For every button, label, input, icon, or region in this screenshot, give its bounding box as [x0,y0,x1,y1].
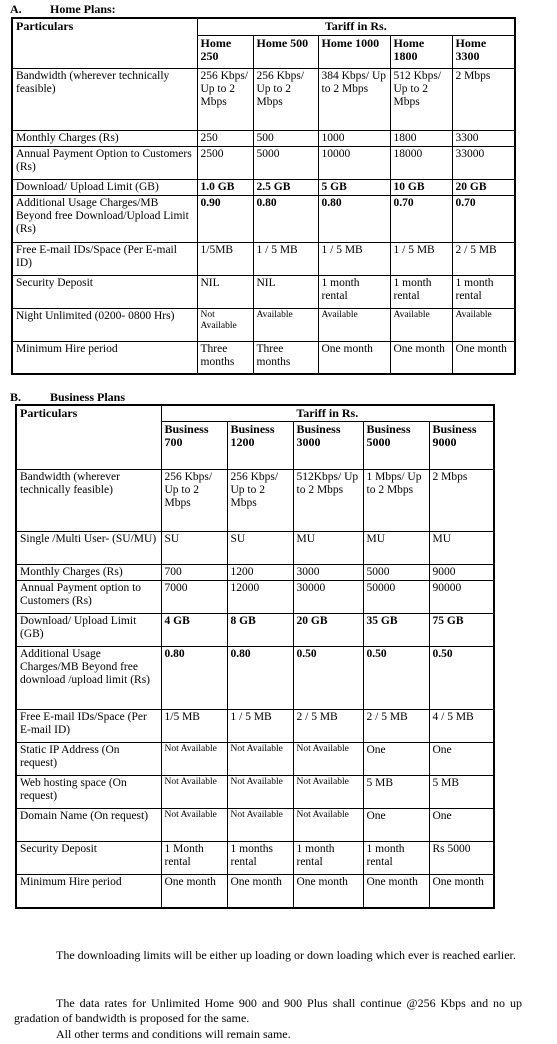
business-row-value: Not Available [161,743,227,776]
home-row-value: 1/5MB [197,242,253,275]
business-table-row [16,532,494,565]
home-row-value: 1 month rental [452,275,515,308]
business-row-value: 256 Kbps/ Up to 2 Mbps [161,470,227,532]
business-row-value: 1 Month rental [161,842,227,875]
note-data-rates [14,996,522,1026]
home-row-label: Bandwidth (wherever technically feasible) [12,68,197,130]
business-row-value: 2 Mbps [429,470,494,532]
business-table-row [16,470,494,532]
business-row-value: One month [161,875,227,908]
business-table-row [16,581,494,614]
business-row-value: 0.80 [227,647,293,710]
business-row-value: Not Available [161,776,227,809]
home-row-value: 2.5 GB [253,179,318,195]
home-row-value: 1 month rental [318,275,390,308]
home-row-value: 1.0 GB [197,179,253,195]
home-row-value: 5000 [253,146,318,179]
home-row-value: 512 Kbps/ Up to 2 Mbps [390,68,452,130]
note-data-rates-text: The data rates for Unlimited Home 900 and 900 Plus shall continue @256 Kbps and no up gradation of bandwidth is proposed for the same. [14,996,522,1025]
business-row-label: Download/ Upload Limit (GB) [16,614,161,647]
home-row-value: 2 Mbps [452,68,515,130]
business-table-row [16,710,494,743]
business-row-value: One month [363,875,429,908]
business-row-value: MU [293,532,363,565]
home-row-value: 0.70 [390,195,452,242]
business-row-label: Security Deposit [16,842,161,875]
business-row-value: SU [161,532,227,565]
business-row-value: 1200 [227,565,293,581]
business-plan-header: Business 9000 [429,422,494,470]
business-row-value: 1 / 5 MB [227,710,293,743]
business-row-value: 4 / 5 MB [429,710,494,743]
business-row-value: 8 GB [227,614,293,647]
business-row-value: Not Available [227,776,293,809]
business-row-label: Web hosting space (On request) [16,776,161,809]
business-plans-table [15,404,495,909]
business-plan-header: Business 1200 [227,422,293,470]
home-row-value: 1 / 5 MB [253,242,318,275]
home-plan-header: Home 1000 [318,35,390,68]
business-plans-heading [10,390,125,404]
note-other-terms: All other terms and conditions will remain same. [56,1027,291,1041]
home-row-label: Download/ Upload Limit (GB) [12,179,197,195]
home-row-value: 10 GB [390,179,452,195]
business-row-label: Monthly Charges (Rs) [16,565,161,581]
home-plans-table [11,17,516,375]
home-plans-letter: A. [10,2,22,16]
business-row-value: 5000 [363,565,429,581]
home-table-row [12,130,515,146]
business-row-value: 4 GB [161,614,227,647]
home-row-value: 3300 [452,130,515,146]
business-table-row [16,809,494,842]
home-row-value: 33000 [452,146,515,179]
home-row-value: Not Available [197,308,253,341]
business-table-row [16,565,494,581]
business-row-label: Annual Payment option to Customers (Rs) [16,581,161,614]
business-row-value: SU [227,532,293,565]
business-row-label: Free E-mail IDs/Space (Per E-mail ID) [16,710,161,743]
home-table-row [12,179,515,195]
business-row-label: Single /Multi User- (SU/MU) [16,532,161,565]
business-row-value: 700 [161,565,227,581]
home-row-value: Available [318,308,390,341]
business-row-value: One [363,809,429,842]
home-row-value: 1800 [390,130,452,146]
business-row-label: Bandwidth (wherever technically feasible) [16,470,161,532]
home-row-value: Available [452,308,515,341]
business-row-label: Additional Usage Charges/MB Beyond free download /upload limit (Rs) [16,647,161,710]
home-row-value: 18000 [390,146,452,179]
business-row-value: 0.50 [429,647,494,710]
business-plan-header: Business 3000 [293,422,363,470]
home-row-value: 0.70 [452,195,515,242]
home-table-row [12,242,515,275]
business-table-row [16,743,494,776]
business-table-row [16,875,494,908]
business-row-value: 1/5 MB [161,710,227,743]
home-row-value: 1 month rental [390,275,452,308]
business-row-value: Not Available [227,809,293,842]
home-row-value: 1 / 5 MB [318,242,390,275]
home-table-row [12,195,515,242]
business-row-value: One month [227,875,293,908]
business-row-value: 35 GB [363,614,429,647]
home-row-label: Security Deposit [12,275,197,308]
business-row-value: Not Available [293,743,363,776]
home-particulars-header: Particulars [12,18,197,68]
business-table-row [16,647,494,710]
home-row-value: 5 GB [318,179,390,195]
home-row-value: Available [253,308,318,341]
business-row-value: 50000 [363,581,429,614]
home-table-row [12,68,515,130]
home-row-value: 10000 [318,146,390,179]
home-row-label: Minimum Hire period [12,341,197,374]
business-plans-title: Business Plans [50,390,126,404]
home-row-value: Three months [197,341,253,374]
business-plan-header: Business 700 [161,422,227,470]
business-row-value: 1 Mbps/ Up to 2 Mbps [363,470,429,532]
home-row-value: 250 [197,130,253,146]
note-download-limits [14,948,522,963]
business-row-value: MU [363,532,429,565]
home-row-value: One month [452,341,515,374]
business-row-value: 9000 [429,565,494,581]
business-row-value: 2 / 5 MB [363,710,429,743]
business-row-value: 12000 [227,581,293,614]
business-row-value: 20 GB [293,614,363,647]
home-row-value: Three months [253,341,318,374]
business-row-value: Not Available [293,809,363,842]
business-row-value: 1 month rental [363,842,429,875]
business-row-value: 1 months rental [227,842,293,875]
home-row-value: 20 GB [452,179,515,195]
business-row-value: 0.50 [293,647,363,710]
home-row-label: Monthly Charges (Rs) [12,130,197,146]
business-table-row [16,776,494,809]
home-plan-header: Home 3300 [452,35,515,68]
home-row-value: 0.80 [253,195,318,242]
business-row-value: 0.80 [161,647,227,710]
home-table-row [12,275,515,308]
home-row-value: 0.90 [197,195,253,242]
business-row-value: Rs 5000 [429,842,494,875]
home-table-row [12,146,515,179]
home-plan-header: Home 1800 [390,35,452,68]
home-row-value: NIL [197,275,253,308]
business-table-row [16,842,494,875]
business-row-label: Domain Name (On request) [16,809,161,842]
business-row-value: 5 MB [363,776,429,809]
business-row-value: 512Kbps/ Up to 2 Mbps [293,470,363,532]
home-row-value: 384 Kbps/ Up to 2 Mbps [318,68,390,130]
home-table-row [12,341,515,374]
home-row-value: NIL [253,275,318,308]
business-row-value: 30000 [293,581,363,614]
business-row-value: 7000 [161,581,227,614]
home-plan-header: Home 250 [197,35,253,68]
business-row-value: MU [429,532,494,565]
business-row-value: 90000 [429,581,494,614]
home-row-value: 2 / 5 MB [452,242,515,275]
business-row-label: Static IP Address (On request) [16,743,161,776]
home-row-value: 2500 [197,146,253,179]
home-row-label: Free E-mail IDs/Space (Per E-mail ID) [12,242,197,275]
business-row-value: 3000 [293,565,363,581]
business-row-value: One month [429,875,494,908]
home-row-value: 256 Kbps/ Up to 2 Mbps [253,68,318,130]
home-row-label: Annual Payment Option to Customers (Rs) [12,146,197,179]
home-row-value: 1000 [318,130,390,146]
business-row-value: 1 month rental [293,842,363,875]
business-row-label: Minimum Hire period [16,875,161,908]
business-row-value: Not Available [293,776,363,809]
business-table-row [16,614,494,647]
home-table-row [12,308,515,341]
business-row-value: One [363,743,429,776]
business-plans-letter: B. [10,390,22,404]
business-row-value: One month [293,875,363,908]
home-row-value: One month [390,341,452,374]
business-row-value: Not Available [227,743,293,776]
business-row-value: 0.50 [363,647,429,710]
home-row-value: Available [390,308,452,341]
business-row-value: 5 MB [429,776,494,809]
home-plans-title: Home Plans: [50,2,116,16]
business-row-value: Not Available [161,809,227,842]
business-row-value: One [429,809,494,842]
home-row-value: 256 Kbps/ Up to 2 Mbps [197,68,253,130]
business-tariff-header: Tariff in Rs. [161,405,494,422]
note-download-limits-text: The downloading limits will be either up loading or down loading which ever is reached earlier. [56,948,516,962]
home-row-value: 1 / 5 MB [390,242,452,275]
business-row-value: 2 / 5 MB [293,710,363,743]
business-row-value: 75 GB [429,614,494,647]
business-row-value: 256 Kbps/ Up to 2 Mbps [227,470,293,532]
home-row-value: 500 [253,130,318,146]
business-plan-header: Business 5000 [363,422,429,470]
home-row-value: One month [318,341,390,374]
home-row-label: Night Unlimited (0200- 0800 Hrs) [12,308,197,341]
business-particulars-header: Particulars [16,405,161,470]
business-row-value: One [429,743,494,776]
home-row-label: Additional Usage Charges/MB Beyond free Download/Upload Limit (Rs) [12,195,197,242]
home-row-value: 0.80 [318,195,390,242]
home-plan-header: Home 500 [253,35,318,68]
home-plans-heading [10,2,116,16]
home-tariff-header: Tariff in Rs. [197,18,515,35]
